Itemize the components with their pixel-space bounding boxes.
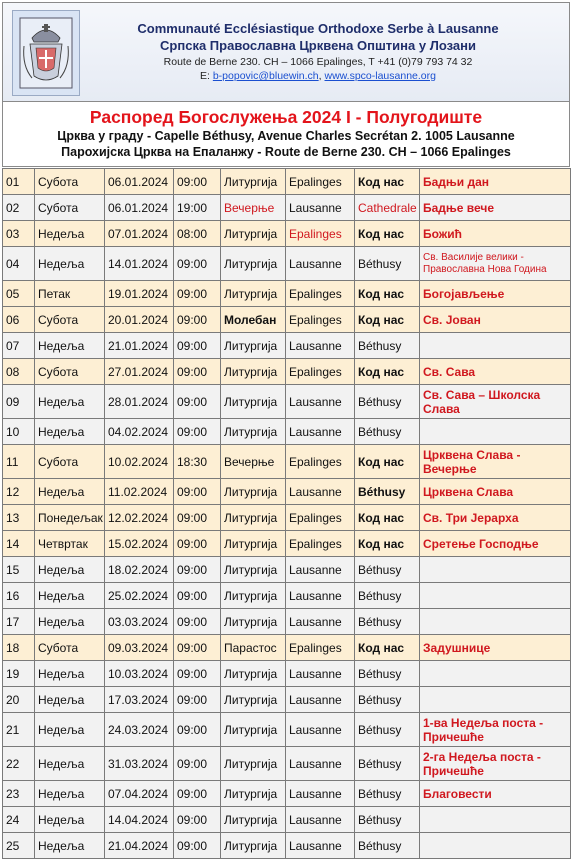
cell-place: Lausanne — [286, 333, 355, 359]
cell-n: 14 — [3, 531, 35, 557]
cell-service: Литургија — [221, 807, 286, 833]
cell-place: Lausanne — [286, 833, 355, 859]
cell-place: Lausanne — [286, 385, 355, 419]
cell-loc: Код нас — [355, 635, 420, 661]
table-row — [3, 833, 571, 859]
cell-date: 19.01.2024 — [105, 281, 174, 307]
cell-note — [420, 833, 571, 859]
table-row — [3, 359, 571, 385]
cell-note: Богојављење — [420, 281, 571, 307]
cell-service: Парастос — [221, 635, 286, 661]
cell-service: Литургија — [221, 479, 286, 505]
cell-note: 2-га Недеља поста - Причешће — [420, 747, 571, 781]
community-name-serbian: Српска Православна Црквена Општина у Лозани — [160, 38, 476, 53]
cell-time: 09:00 — [174, 635, 221, 661]
cell-time: 08:00 — [174, 221, 221, 247]
cell-service: Вечерње — [221, 445, 286, 479]
cell-day: Субота — [35, 359, 105, 385]
cell-note: Црквена Слава — [420, 479, 571, 505]
cell-n: 21 — [3, 713, 35, 747]
table-row — [3, 169, 571, 195]
table-row — [3, 195, 571, 221]
cell-day: Недеља — [35, 385, 105, 419]
table-row — [3, 687, 571, 713]
cell-service: Вечерње — [221, 195, 286, 221]
letterhead — [2, 2, 570, 102]
cell-n: 23 — [3, 781, 35, 807]
cell-loc: Cathedrale — [355, 195, 420, 221]
cell-loc: Béthusy — [355, 781, 420, 807]
cell-n: 09 — [3, 385, 35, 419]
cell-loc: Béthusy — [355, 247, 420, 281]
cell-place: Epalinges — [286, 505, 355, 531]
cell-day: Петак — [35, 281, 105, 307]
cell-date: 15.02.2024 — [105, 531, 174, 557]
cell-time: 09:00 — [174, 687, 221, 713]
cell-date: 03.03.2024 — [105, 609, 174, 635]
cell-loc: Béthusy — [355, 747, 420, 781]
cell-time: 09:00 — [174, 781, 221, 807]
cell-date: 27.01.2024 — [105, 359, 174, 385]
cell-loc: Код нас — [355, 359, 420, 385]
contact-separator: , — [318, 70, 325, 82]
cell-time: 09:00 — [174, 333, 221, 359]
cell-place: Epalinges — [286, 359, 355, 385]
cell-day: Субота — [35, 445, 105, 479]
table-row — [3, 713, 571, 747]
cell-place: Lausanne — [286, 479, 355, 505]
cell-time: 09:00 — [174, 505, 221, 531]
cell-loc: Béthusy — [355, 661, 420, 687]
cell-service: Литургија — [221, 583, 286, 609]
church-coat-of-arms-logo — [12, 10, 80, 96]
cell-service: Литургија — [221, 687, 286, 713]
cell-place: Lausanne — [286, 807, 355, 833]
cell-date: 10.02.2024 — [105, 445, 174, 479]
cell-date: 24.03.2024 — [105, 713, 174, 747]
table-row — [3, 531, 571, 557]
cell-note: Св. Сава — [420, 359, 571, 385]
cell-service: Литургија — [221, 609, 286, 635]
cell-n: 05 — [3, 281, 35, 307]
table-row — [3, 221, 571, 247]
parish-church-address: Парохијска Црква на Епаланжу - Route de Berne 230. CH – 1066 Epalinges — [61, 145, 511, 159]
cell-service: Литургија — [221, 747, 286, 781]
cell-note — [420, 557, 571, 583]
service-schedule-table — [2, 168, 571, 859]
title-block — [2, 102, 570, 167]
cell-day: Недеља — [35, 661, 105, 687]
cell-note: Црквена Слава - Вечерње — [420, 445, 571, 479]
cell-n: 12 — [3, 479, 35, 505]
cell-place: Lausanne — [286, 247, 355, 281]
cell-service: Литургија — [221, 385, 286, 419]
cell-service: Литургија — [221, 419, 286, 445]
cell-n: 22 — [3, 747, 35, 781]
cell-time: 19:00 — [174, 195, 221, 221]
table-row — [3, 609, 571, 635]
cell-date: 28.01.2024 — [105, 385, 174, 419]
cell-note: Сретење Господње — [420, 531, 571, 557]
cell-loc: Béthusy — [355, 807, 420, 833]
cell-n: 15 — [3, 557, 35, 583]
table-row — [3, 307, 571, 333]
cell-note: Бадњи дан — [420, 169, 571, 195]
cell-date: 25.02.2024 — [105, 583, 174, 609]
cell-service: Литургија — [221, 531, 286, 557]
cell-note: Божић — [420, 221, 571, 247]
cell-day: Недеља — [35, 687, 105, 713]
table-row — [3, 385, 571, 419]
cell-time: 09:00 — [174, 747, 221, 781]
table-row — [3, 281, 571, 307]
cell-day: Недеља — [35, 713, 105, 747]
cell-day: Субота — [35, 169, 105, 195]
cell-place: Lausanne — [286, 419, 355, 445]
cell-service: Литургија — [221, 221, 286, 247]
cell-time: 09:00 — [174, 307, 221, 333]
cell-note — [420, 661, 571, 687]
cell-date: 04.02.2024 — [105, 419, 174, 445]
cell-place: Epalinges — [286, 635, 355, 661]
cell-note: Св. Сава – Школска Слава — [420, 385, 571, 419]
cell-day: Понедељак — [35, 505, 105, 531]
cell-date: 21.04.2024 — [105, 833, 174, 859]
cell-note: Св. Три Јерарха — [420, 505, 571, 531]
cell-time: 09:00 — [174, 385, 221, 419]
table-row — [3, 557, 571, 583]
cell-day: Недеља — [35, 247, 105, 281]
cell-note — [420, 687, 571, 713]
cell-time: 18:30 — [174, 445, 221, 479]
cell-n: 11 — [3, 445, 35, 479]
cell-time: 09:00 — [174, 531, 221, 557]
cell-loc: Код нас — [355, 445, 420, 479]
table-row — [3, 747, 571, 781]
cell-time: 09:00 — [174, 247, 221, 281]
cell-day: Недеља — [35, 557, 105, 583]
email-link[interactable]: b-popovic@bluewin.ch — [212, 70, 319, 82]
cell-service: Литургија — [221, 505, 286, 531]
cell-time: 09:00 — [174, 833, 221, 859]
cell-place: Lausanne — [286, 557, 355, 583]
cell-date: 20.01.2024 — [105, 307, 174, 333]
cell-time: 09:00 — [174, 557, 221, 583]
cell-day: Субота — [35, 195, 105, 221]
cell-n: 13 — [3, 505, 35, 531]
cell-place: Lausanne — [286, 195, 355, 221]
cell-place: Lausanne — [286, 747, 355, 781]
cell-place: Epalinges — [286, 281, 355, 307]
cell-time: 09:00 — [174, 169, 221, 195]
cell-n: 24 — [3, 807, 35, 833]
cell-day: Недеља — [35, 221, 105, 247]
table-row — [3, 635, 571, 661]
cell-date: 18.02.2024 — [105, 557, 174, 583]
table-row — [3, 505, 571, 531]
cell-service: Литургија — [221, 557, 286, 583]
table-row — [3, 807, 571, 833]
cell-time: 09:00 — [174, 583, 221, 609]
cell-time: 09:00 — [174, 281, 221, 307]
table-row — [3, 247, 571, 281]
cell-loc: Béthusy — [355, 557, 420, 583]
cell-date: 07.01.2024 — [105, 221, 174, 247]
cell-day: Субота — [35, 635, 105, 661]
document-page — [2, 2, 570, 859]
cell-loc: Код нас — [355, 505, 420, 531]
cell-n: 02 — [3, 195, 35, 221]
cell-n: 19 — [3, 661, 35, 687]
cell-service: Литургија — [221, 247, 286, 281]
cell-time: 09:00 — [174, 479, 221, 505]
cell-place: Lausanne — [286, 583, 355, 609]
cell-day: Субота — [35, 307, 105, 333]
cell-note: Св. Василије велики - Православна Нова Година — [420, 247, 571, 281]
cell-n: 17 — [3, 609, 35, 635]
contact-line — [103, 69, 533, 83]
cell-place: Epalinges — [286, 169, 355, 195]
cell-date: 12.02.2024 — [105, 505, 174, 531]
cell-n: 08 — [3, 359, 35, 385]
cell-day: Недеља — [35, 583, 105, 609]
cell-service: Литургија — [221, 359, 286, 385]
cell-n: 16 — [3, 583, 35, 609]
cell-service: Литургија — [221, 661, 286, 687]
cell-note: Св. Јован — [420, 307, 571, 333]
cell-day: Четвртак — [35, 531, 105, 557]
cell-service: Молебан — [221, 307, 286, 333]
table-row — [3, 419, 571, 445]
cell-note — [420, 333, 571, 359]
cell-loc: Béthusy — [355, 419, 420, 445]
cell-service: Литургија — [221, 833, 286, 859]
cell-loc: Код нас — [355, 221, 420, 247]
table-row — [3, 479, 571, 505]
cell-time: 09:00 — [174, 661, 221, 687]
cell-date: 06.01.2024 — [105, 195, 174, 221]
cell-time: 09:00 — [174, 609, 221, 635]
cell-note — [420, 807, 571, 833]
cell-place: Lausanne — [286, 713, 355, 747]
cell-n: 18 — [3, 635, 35, 661]
cell-loc: Béthusy — [355, 479, 420, 505]
cell-day: Недеља — [35, 833, 105, 859]
cell-loc: Béthusy — [355, 333, 420, 359]
cell-date: 11.02.2024 — [105, 479, 174, 505]
cell-day: Недеља — [35, 479, 105, 505]
table-row — [3, 333, 571, 359]
letterhead-text — [103, 21, 533, 83]
cell-place: Lausanne — [286, 781, 355, 807]
cell-n: 04 — [3, 247, 35, 281]
cell-date: 17.03.2024 — [105, 687, 174, 713]
cell-note — [420, 419, 571, 445]
cell-n: 01 — [3, 169, 35, 195]
cell-service: Литургија — [221, 281, 286, 307]
cell-date: 07.04.2024 — [105, 781, 174, 807]
cell-loc: Béthusy — [355, 583, 420, 609]
cell-day: Недеља — [35, 419, 105, 445]
cell-date: 21.01.2024 — [105, 333, 174, 359]
cell-time: 09:00 — [174, 419, 221, 445]
cell-loc: Béthusy — [355, 385, 420, 419]
website-link[interactable]: www.spco-lausanne.org — [324, 70, 436, 82]
table-row — [3, 445, 571, 479]
city-church-address: Црква у граду - Capelle Béthusy, Avenue Charles Secrétan 2. 1005 Lausanne — [57, 129, 515, 143]
email-prefix: E: — [200, 70, 213, 82]
cell-day: Недеља — [35, 333, 105, 359]
cell-note: Задушнице — [420, 635, 571, 661]
cell-date: 14.04.2024 — [105, 807, 174, 833]
cell-service: Литургија — [221, 333, 286, 359]
cell-loc: Код нас — [355, 307, 420, 333]
cell-note: Благовести — [420, 781, 571, 807]
cell-day: Недеља — [35, 807, 105, 833]
cell-date: 10.03.2024 — [105, 661, 174, 687]
cell-note — [420, 609, 571, 635]
cell-n: 20 — [3, 687, 35, 713]
cell-place: Lausanne — [286, 687, 355, 713]
cell-n: 10 — [3, 419, 35, 445]
cell-day: Недеља — [35, 747, 105, 781]
cell-time: 09:00 — [174, 713, 221, 747]
cell-day: Недеља — [35, 781, 105, 807]
schedule-title: Распоред Богослужења 2024 I - Полугодиште — [89, 107, 483, 127]
cell-note: 1-ва Недеља поста - Причешће — [420, 713, 571, 747]
cell-service: Литургија — [221, 713, 286, 747]
table-row — [3, 781, 571, 807]
address-phone: Route de Berne 230. CH – 1066 Epalinges, T +41 (0)79 793 74 32 — [163, 56, 473, 68]
cell-place: Epalinges — [286, 307, 355, 333]
cell-service: Литургија — [221, 169, 286, 195]
cell-loc: Béthusy — [355, 687, 420, 713]
community-name-french: Communauté Ecclésiastique Orthodoxe Serbe à Lausanne — [137, 21, 499, 36]
table-row — [3, 661, 571, 687]
cell-service: Литургија — [221, 781, 286, 807]
cell-loc: Код нас — [355, 281, 420, 307]
cell-place: Epalinges — [286, 221, 355, 247]
cell-place: Lausanne — [286, 661, 355, 687]
cell-date: 31.03.2024 — [105, 747, 174, 781]
cell-n: 06 — [3, 307, 35, 333]
cell-n: 07 — [3, 333, 35, 359]
table-row — [3, 583, 571, 609]
cell-loc: Код нас — [355, 169, 420, 195]
cell-date: 09.03.2024 — [105, 635, 174, 661]
cell-n: 03 — [3, 221, 35, 247]
cell-place: Epalinges — [286, 445, 355, 479]
cell-date: 06.01.2024 — [105, 169, 174, 195]
cell-place: Epalinges — [286, 531, 355, 557]
cell-n: 25 — [3, 833, 35, 859]
cell-date: 14.01.2024 — [105, 247, 174, 281]
cell-place: Lausanne — [286, 609, 355, 635]
cell-loc: Béthusy — [355, 713, 420, 747]
cell-note: Бадње вече — [420, 195, 571, 221]
cell-loc: Код нас — [355, 531, 420, 557]
cell-note — [420, 583, 571, 609]
cell-time: 09:00 — [174, 359, 221, 385]
cell-loc: Béthusy — [355, 609, 420, 635]
cell-day: Недеља — [35, 609, 105, 635]
cell-loc: Béthusy — [355, 833, 420, 859]
cell-time: 09:00 — [174, 807, 221, 833]
